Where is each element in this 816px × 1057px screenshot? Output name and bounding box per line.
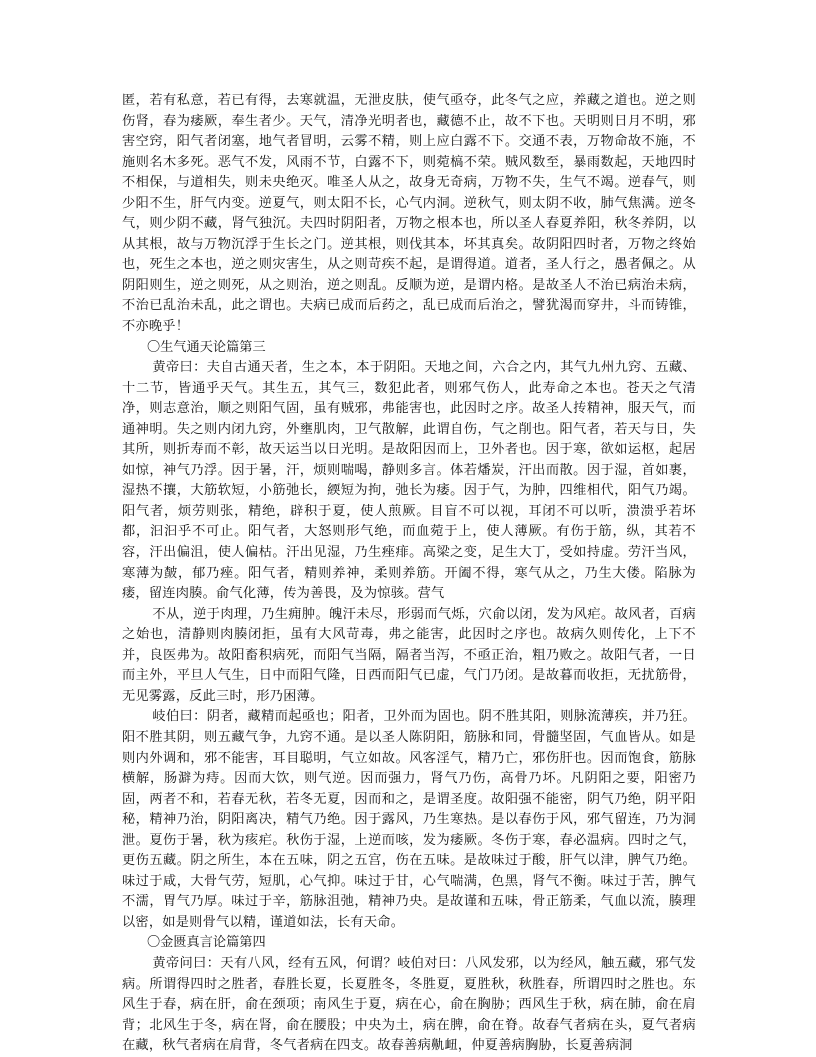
section-heading-sheng-qi-tong-tian: 〇生气通天论篇第三 <box>147 339 266 355</box>
section-heading-jin-kui-zhen-yan: 〇金匮真言论篇第四 <box>147 935 266 951</box>
paragraph-ba-feng: 黄帝问曰：天有八风，经有五风，何谓？岐伯对曰：八风发邪，以为经风，触五藏，邪气发病。所谓得四时之胜者，春胜长夏，长夏胜冬，冬胜夏，夏胜秋，秋胜春，所谓四时之胜也。东风生于春，病在肝，俞在颈项；南风生于夏，病在心，俞在胸胁；西风生于秋，病在肺，俞在肩背；北风生于冬，病在肾，俞在腰股；中央为土，病在脾，俞在脊。故春气者病在头，夏气者病在藏，秋气者病在肩背，冬气者病在四支。故春善病鼽衄，仲夏善病胸胁，长夏善病洞 <box>122 955 696 1054</box>
paragraph-ying-qi-bu-cong: 不从，逆于肉理，乃生痈肿。魄汗未尽，形弱而气烁，穴俞以闭，发为风疟。故风者，百病之始也，清静则肉腠闭拒，虽有大风苛毒，弗之能害，此因时之序也。故病久则传化，上下不并，良医弗为。故阳畜积病死，而阳气当隔，隔者当泻，不亟正治，粗乃败之。故阳气者，一日而主外，平旦人气生，日中而阳气隆，日西而阳气已虚，气门乃闭。是故暮而收拒，无扰筋骨，无见雾露，反此三时，形乃困薄。 <box>122 606 696 704</box>
paragraph-si-qi-ending: 匿，若有私意，若已有得，去寒就温，无泄皮肤，使气亟夺，此冬气之应，养藏之道也。逆之则伤肾，春为痿厥，奉生者少。天气，清净光明者也，藏德不止，故不下也。天明则日月不明，邪害空窍，阳气者闭塞，地气者冒明，云雾不精，则上应白露不下。交通不表，万物命故不施，不施则名木多死。恶气不发，风雨不节，白露不下，则菀槁不荣。贼风数至，暴雨数起，天地四时不相保，与道相失，则未央绝灭。唯圣人从之，故身无奇病，万物不失，生气不竭。逆春气，则少阳不生，肝气内变。逆夏气，则太阳不长，心气内洞。逆秋气，则太阴不收，肺气焦满。逆冬气，则少阴不藏，肾气独沉。夫四时阴阳者，万物之根本也，所以圣人春夏养阳，秋冬养阴，以从其根，故与万物沉浮于生长之门。逆其根，则伐其本，坏其真矣。故阴阳四时者，万物之终始也，死生之本也，逆之则灾害生，从之则苛疾不起，是谓得道。道者，圣人行之，愚者佩之。从阴阳则生，逆之则死，从之则治，逆之则乱。反顺为逆，是谓内格。是故圣人不治已病治未病，不治已乱治未乱，此之谓也。夫病已成而后药之，乱已成而后治之，譬犹渴而穿井，斗而铸锥，不亦晚乎！ <box>122 93 696 335</box>
document-page <box>122 91 696 1057</box>
paragraph-huangdi-tong-tian: 黄帝曰：夫自古通天者，生之本，本于阴阳。天地之间，六合之内，其气九州九窍、五藏、十二节，皆通乎天气。其生五，其气三，数犯此者，则邪气伤人，此寿命之本也。苍天之气清净，则志意治，顺之则阳气固，虽有贼邪，弗能害也，此因时之序。故圣人抟精神，服天气，而通神明。失之则内闭九窍，外壅肌肉，卫气散解，此谓自伤，气之削也。阳气者，若天与日，失其所，则折寿而不彰，故天运当以日光明。是故阳因而上，卫外者也。因于寒，欲如运枢，起居如惊，神气乃浮。因于暑，汗，烦则喘喝，静则多言。体若燔炭，汗出而散。因于湿，首如裹，湿热不攘，大筋软短，小筋弛长，緛短为拘，弛长为痿。因于气，为肿，四维相代，阳气乃竭。阳气者，烦劳则张，精绝，辟积于夏，使人煎厥。目盲不可以视，耳闭不可以听，溃溃乎若坏都，汩汩乎不可止。阳气者，大怒则形气绝，而血菀于上，使人薄厥。有伤于筋，纵，其若不容，汗出偏沮，使人偏枯。汗出见湿，乃生痤痱。高梁之变，足生大丁，受如持虚。劳汗当风，寒薄为皶，郁乃痤。阳气者，精则养神，柔则养筋。开阖不得，寒气从之，乃生大偻。陷脉为瘘，留连肉腠。俞气化薄，传为善畏，及为惊骇。营气 <box>122 360 696 602</box>
paragraph-qibo-yin-yang: 岐伯曰：阴者，藏精而起亟也；阳者，卫外而为固也。阴不胜其阳，则脉流薄疾，并乃狂。阳不胜其阴，则五藏气争，九窍不通。是以圣人陈阴阳，筋脉和同，骨髓坚固，气血皆从。如是则内外调和，邪不能害，耳目聪明，气立如故。风客淫气，精乃亡，邪伤肝也。因而饱食，筋脉横解，肠澼为痔。因而大饮，则气逆。因而强力，肾气乃伤，高骨乃坏。凡阴阳之要，阳密乃固，两者不和，若春无秋，若冬无夏，因而和之，是谓圣度。故阳强不能密，阴气乃绝，阴平阳秘，精神乃治，阴阳离决，精气乃绝。因于露风，乃生寒热。是以春伤于风，邪气留连，乃为洞泄。夏伤于暑，秋为痎疟。秋伤于湿，上逆而咳，发为痿厥。冬伤于寒，春必温病。四时之气，更伤五藏。阴之所生，本在五味，阴之五宫，伤在五味。是故味过于酸，肝气以津，脾气乃绝。味过于咸，大骨气劳，短肌，心气抑。味过于甘，心气喘满，色黑，肾气不衡。味过于苦，脾气不濡，胃气乃厚。味过于辛，筋脉沮弛，精神乃央。是故谨和五味，骨正筋柔，气血以流，腠理以密，如是则骨气以精，谨道如法，长有天命。 <box>122 709 696 930</box>
